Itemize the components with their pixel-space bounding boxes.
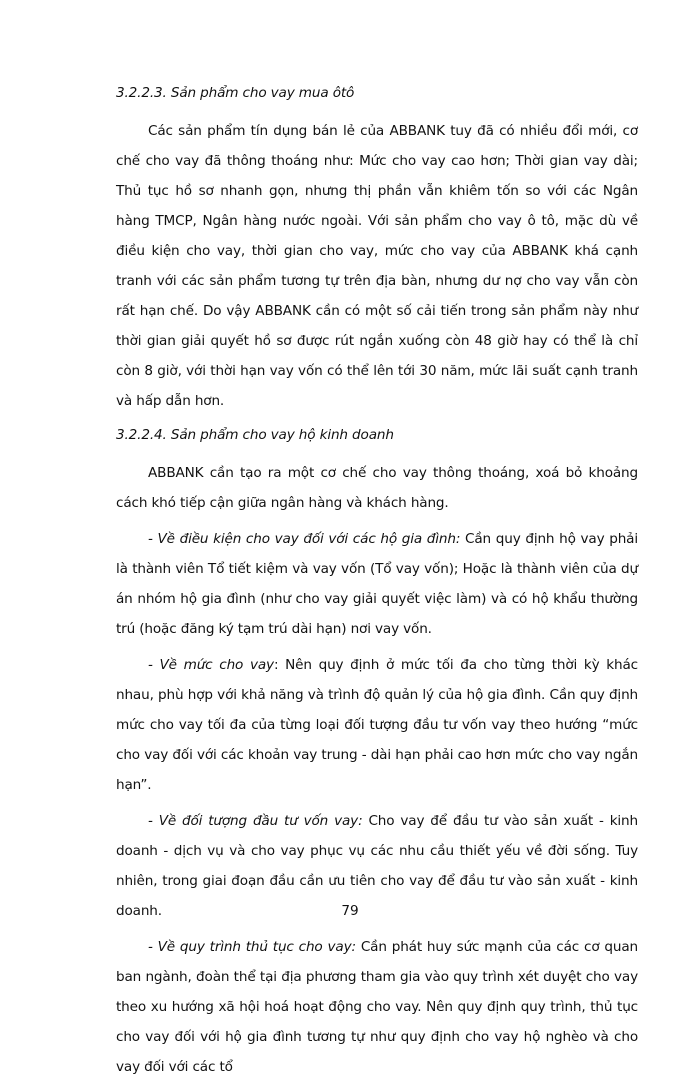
paragraph-car-loan: Các sản phẩm tín dụng bán lẻ của ABBANK tuy đã có nhiều đổi mới, cơ chế cho vay đã thông thoáng như: Mức cho vay cao hơn; Thời gian vay dài; Thủ tục hồ sơ nhanh gọn, nhưng thị phần vẫn khiêm tốn so với các Ngân hàng TMCP, Ngân hàng nước ngoài. Với sản phẩm cho vay ô tô, mặc dù về điều kiện cho vay, thời gian cho vay, mức cho vay của ABBANK khá cạnh tranh với các sản phẩm tương tự trên địa bàn, nhưng dư nợ cho vay vẫn còn rất hạn chế. Do vậy ABBANK cần có một số cải tiến trong sản phẩm này như thời gian giải quyết hồ sơ được rút ngắn xuống còn 48 giờ hay có thể là chỉ còn 8 giờ, với thời hạn vay vốn có thể lên tới 30 năm, mức lãi suất cạnh tranh và hấp dẫn hơn. (116, 123, 638, 409)
paragraph-household-intro: ABBANK cần tạo ra một cơ chế cho vay thông thoáng, xoá bỏ khoảng cách khó tiếp cận giữa ngân hàng và khách hàng. (116, 465, 638, 511)
page-number: 79 (341, 903, 359, 919)
item-text: Cho vay để đầu tư vào sản xuất - kinh doanh - dịch vụ và cho vay phục vụ các nhu cầu thiết yếu về đời sống. Tuy nhiên, trong giai đoạn đầu cần ưu tiên cho vay để đầu tư vào sản xuất - kinh doanh. (116, 813, 638, 919)
section-heading-household-loan: 3.2.2.4. Sản phẩm cho vay hộ kinh doanh (116, 427, 394, 443)
paragraph-loan-amount (116, 650, 638, 800)
paragraph-loan-procedure (116, 932, 638, 1082)
item-text: Cần quy định hộ vay phải là thành viên Tổ tiết kiệm và vay vốn (Tổ vay vốn); Hoặc là thành viên của dự án nhóm hộ gia đình (như cho vay giải quyết việc làm) và có hộ khẩu thường trú (hoặc đăng ký tạm trú dài hạn) nơi vay vốn. (116, 531, 638, 637)
page-content (116, 78, 638, 1082)
item-lead: - Về quy trình thủ tục cho vay: (148, 939, 356, 955)
item-lead: - Về đối tượng đầu tư vốn vay: (148, 813, 363, 829)
paragraph-loan-conditions (116, 524, 638, 644)
item-lead: - Về điều kiện cho vay đối với các hộ gia đình: (148, 531, 461, 547)
item-text: Cần phát huy sức mạnh của các cơ quan ban ngành, đoàn thể tại địa phương tham gia vào quy trình xét duyệt cho vay theo xu hướng xã hội hoá hoạt động cho vay. Nên quy định quy trình, thủ tục cho vay đối với hộ gia đình tương tự như quy định cho vay hộ nghèo và cho vay đối với các tổ (116, 939, 638, 1075)
section-heading-car-loan: 3.2.2.3. Sản phẩm cho vay mua ôtô (116, 85, 355, 101)
item-text: : Nên quy định ở mức tối đa cho từng thời kỳ khác nhau, phù hợp với khả năng và trình độ quản lý của hộ gia đình. Cần quy định mức cho vay tối đa của từng loại đối tượng đầu tư vốn vay theo hướng “mức cho vay đối với các khoản vay trung - dài hạn phải cao hơn mức cho vay ngắn hạn”. (116, 657, 638, 793)
item-lead: - Về mức cho vay (148, 657, 274, 673)
